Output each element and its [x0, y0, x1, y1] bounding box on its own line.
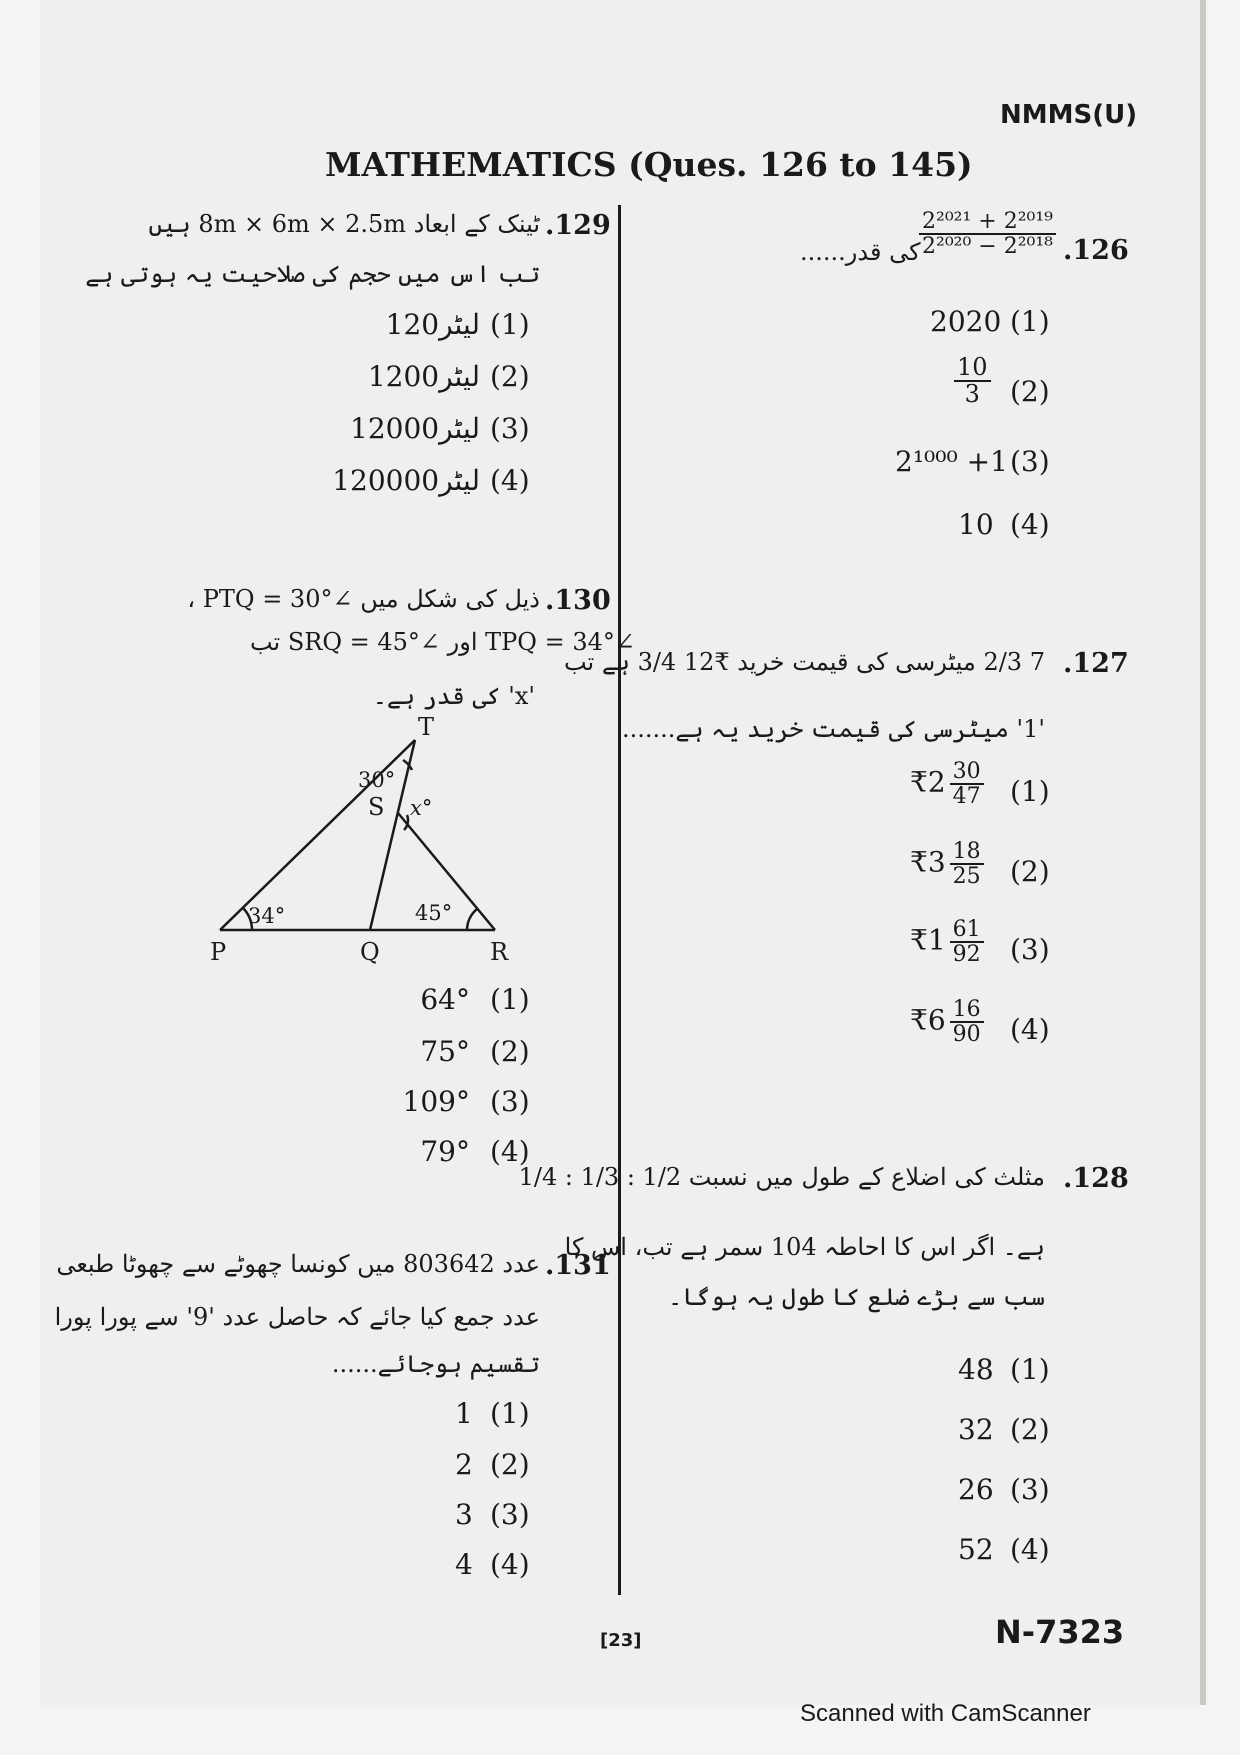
paper-code: NMMS(U)	[1000, 100, 1138, 130]
q128-line-2: ہے۔ اگر اس کا احاطہ 104 سمر ہے تب، اس کا	[564, 1233, 1045, 1261]
q128-option-2-value: 32	[958, 1413, 994, 1446]
vertex-label-q: Q	[360, 938, 380, 965]
angle-label-x: x°	[410, 796, 433, 820]
q127-option-3-numerator: 61	[950, 918, 984, 943]
q130-option-2-label: (2)	[490, 1035, 530, 1068]
q130-triangle-figure	[200, 715, 510, 965]
vertex-label-s: S	[368, 793, 385, 821]
q129-option-1-label: (1)	[490, 308, 530, 341]
q127-option-2-numerator: 18	[950, 840, 984, 865]
q130-line-1: ذیل کی شکل میں ∠PTQ = 30° ،	[187, 585, 540, 613]
q130-option-3-value: 109°	[402, 1085, 470, 1118]
q130-option-4-label: (4)	[490, 1135, 530, 1168]
angle-label-r: 45°	[415, 901, 453, 925]
q130-option-2-value: 75°	[420, 1035, 470, 1068]
section-title: MATHEMATICS (Ques. 126 to 145)	[325, 145, 973, 184]
q130-line-2: ∠TPQ = 34° اور ∠SRQ = 45° تب	[249, 628, 635, 656]
q128-option-1-label: (1)	[1010, 1353, 1050, 1386]
q128-option-1-value: 48	[958, 1353, 994, 1386]
q126-option-3-label: (3)	[1010, 445, 1050, 478]
q129-option-3-label: (3)	[490, 412, 530, 445]
q130-option-3-label: (3)	[490, 1085, 530, 1118]
q127-option-4-whole: ₹6	[910, 1003, 946, 1037]
q126-option-1-value: 2020	[930, 305, 1002, 338]
q131-option-3-value: 3	[455, 1498, 473, 1531]
q129-option-2-label: (2)	[490, 360, 530, 393]
q127-line-1: 7 2/3 میٹرسی کی قیمت خرید ₹12 3/4 ہے تب	[563, 648, 1045, 676]
q128-number: .128	[1063, 1163, 1129, 1194]
q131-option-1-value: 1	[455, 1397, 473, 1430]
q129-option-3-value: 12000لیٹر	[350, 412, 480, 445]
q129-option-1-value: 120لیٹر	[385, 308, 480, 341]
q126-text: کی قدر......	[800, 238, 921, 266]
q131-option-4-value: 4	[455, 1548, 473, 1581]
q130-number: .130	[545, 585, 611, 616]
q127-option-1-label: (1)	[1010, 775, 1050, 808]
q127-option-4-label: (4)	[1010, 1013, 1050, 1046]
q129-option-4-value: 120000لیٹر	[332, 464, 480, 497]
q127-option-2-value	[910, 840, 988, 888]
q127-option-4-denominator: 90	[952, 1022, 981, 1048]
scanner-watermark: Scanned with CamScanner	[800, 1700, 1091, 1727]
q131-option-2-value: 2	[455, 1448, 473, 1481]
q129-line-1: ٹینک کے ابعاد 8m × 6m × 2.5m ہیں	[148, 210, 540, 238]
q131-option-2-label: (2)	[490, 1448, 530, 1481]
q127-number: .127	[1063, 648, 1129, 679]
q126-option-4-label: (4)	[1010, 508, 1050, 541]
page-number: [23]	[600, 1630, 642, 1651]
q126-option-4-value: 10	[958, 508, 994, 541]
q128-option-3-label: (3)	[1010, 1473, 1050, 1506]
angle-label-p: 34°	[248, 904, 286, 928]
q131-number: .131	[545, 1250, 611, 1281]
q126-expr-numerator: 2²⁰²¹ + 2²⁰¹⁹	[919, 210, 1056, 235]
q128-option-4-value: 52	[958, 1533, 994, 1566]
q127-option-1-denominator: 47	[952, 784, 981, 810]
column-divider	[618, 205, 621, 1595]
q126-expression	[915, 210, 1060, 258]
q128-option-4-label: (4)	[1010, 1533, 1050, 1566]
q127-option-1-numerator: 30	[950, 760, 984, 785]
q127-option-3-label: (3)	[1010, 933, 1050, 966]
vertex-label-p: P	[210, 938, 227, 965]
vertex-label-r: R	[490, 938, 509, 965]
booklet-code: N-7323	[995, 1613, 1125, 1651]
q127-option-3-value	[910, 918, 988, 966]
q129-line-2: تب اس میں حجم کی صلاحیت یہ ہوتی ہے	[85, 260, 540, 288]
q129-option-2-value: 1200لیٹر	[367, 360, 480, 393]
q128-option-2-label: (2)	[1010, 1413, 1050, 1446]
q129-number: .129	[545, 210, 611, 241]
q126-option-2-label: (2)	[1010, 375, 1050, 408]
q126-option-2-numerator: 10	[954, 355, 991, 382]
q128-line-1: مثلث کی اضلاع کے طول میں نسبت 1/2 : 1/3 : 1/4	[518, 1163, 1045, 1191]
q126-option-3-value: 2¹⁰⁰⁰ +1	[895, 445, 1008, 478]
q127-option-2-label: (2)	[1010, 855, 1050, 888]
q127-option-4-value	[910, 998, 988, 1046]
q126-number: .126	[1063, 235, 1129, 266]
q130-option-4-value: 79°	[420, 1135, 470, 1168]
q131-option-3-label: (3)	[490, 1498, 530, 1531]
q126-expr-denominator: 2²⁰²⁰ − 2²⁰¹⁸	[922, 234, 1053, 260]
q127-line-2: '1' میٹرسی کی قیمت خرید یہ ہے.......	[622, 715, 1045, 743]
q131-option-1-label: (1)	[490, 1397, 530, 1430]
q127-option-3-denominator: 92	[952, 942, 981, 968]
q128-line-3: سب سے بڑے ضلع کا طول یہ ہوگا۔	[668, 1283, 1045, 1311]
angle-label-t: 30°	[358, 768, 396, 792]
q126-option-2-denominator: 3	[964, 380, 980, 409]
q127-option-1-whole: ₹2	[910, 765, 946, 799]
arc-r	[467, 909, 477, 930]
q128-option-3-value: 26	[958, 1473, 994, 1506]
vertex-label-t: T	[418, 715, 435, 741]
q129-option-4-label: (4)	[490, 464, 530, 497]
q130-line-3: 'x' کی قدر ہے۔	[372, 682, 535, 710]
q127-option-2-whole: ₹3	[910, 845, 946, 879]
q127-option-3-whole: ₹1	[910, 923, 946, 957]
q130-option-1-label: (1)	[490, 983, 530, 1016]
q130-option-1-value: 64°	[420, 983, 470, 1016]
q131-option-4-label: (4)	[490, 1548, 530, 1581]
q126-option-1-label: (1)	[1010, 305, 1050, 338]
q127-option-4-numerator: 16	[950, 998, 984, 1023]
q131-line-1: عدد 803642 میں کونسا چھوٹے سے چھوٹا طبعی	[56, 1250, 540, 1278]
q127-option-2-denominator: 25	[952, 864, 981, 890]
q127-option-1-value	[910, 760, 988, 808]
q131-line-3: تقسیم ہوجائے......	[331, 1350, 540, 1378]
q131-line-2: عدد جمع کیا جائے کہ حاصل عدد '9' سے پورا پورا	[54, 1303, 540, 1331]
q126-option-2-value	[950, 355, 995, 407]
